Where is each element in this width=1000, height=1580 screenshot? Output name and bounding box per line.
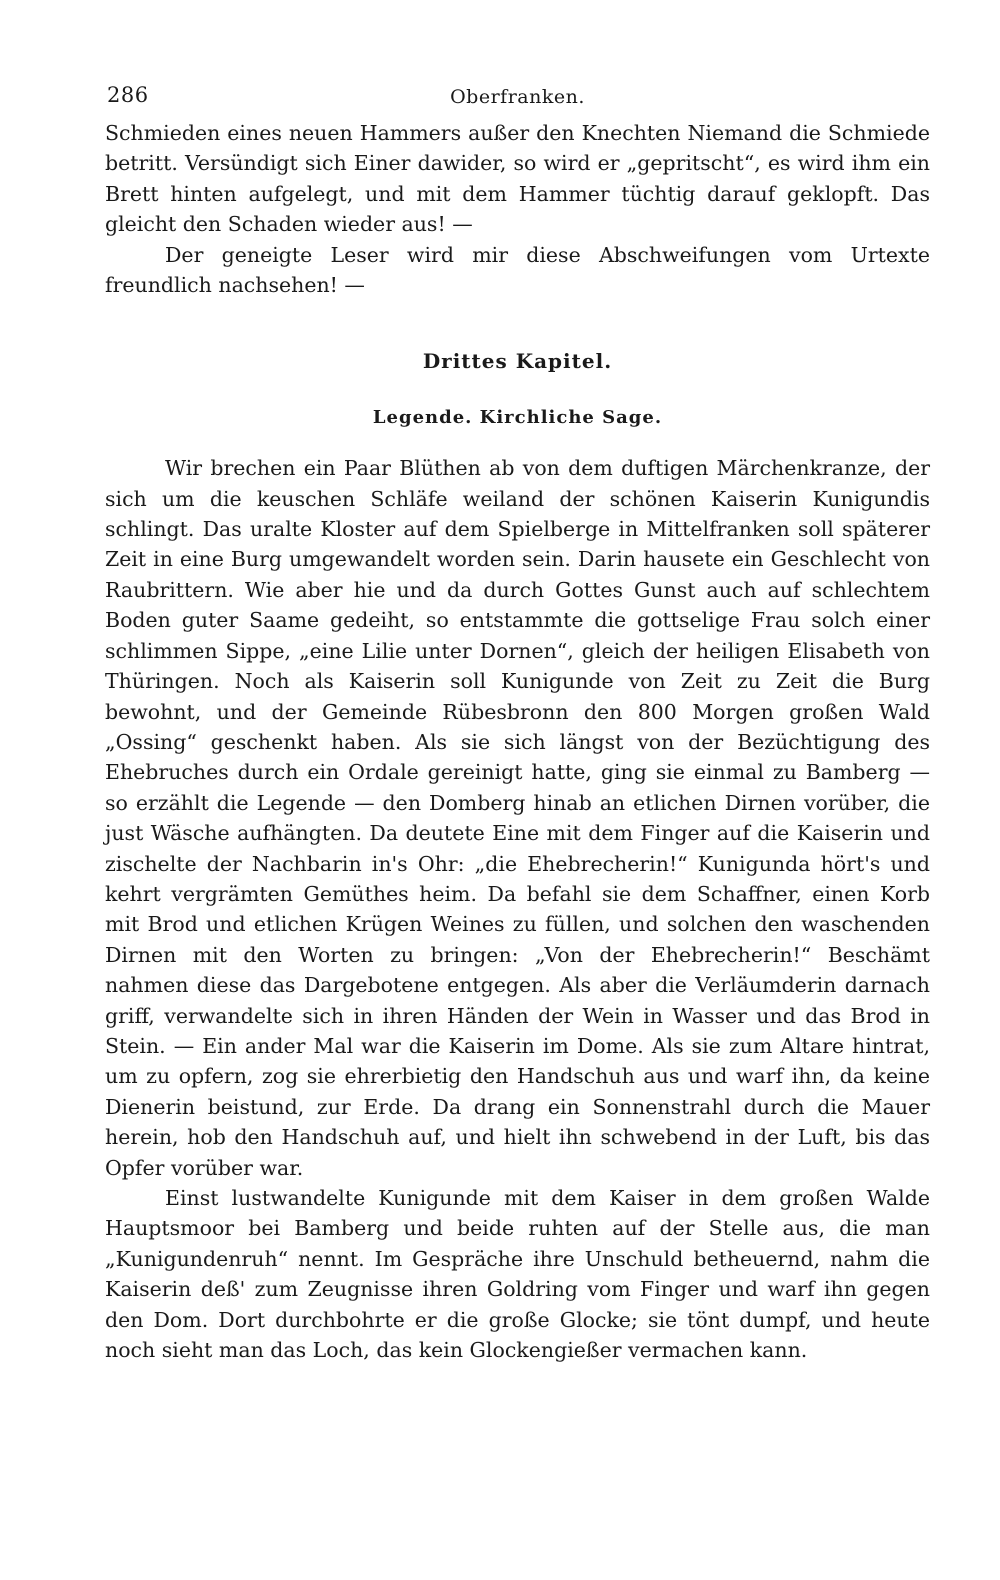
chapter-subtitle: Legende. Kirchliche Sage. [372,406,663,428]
paragraph: Wir brechen ein Paar Blüthen ab von dem duftigen Märchenkranze, der sich um die keuschen Schläfe weiland der schönen Kaiserin Kunigundis schlingt. Das uralte Kloster auf dem Spielberge in Mittelfranken soll späterer Zeit in eine Burg umgewandelt worden sein. Darin hausete ein Geschlecht von Raubrittern. Wie aber hie und da durch Gottes Gunst auch auf schlechtem Boden guter Saame gedeiht, so entstammte die gottselige Frau solch einer schlimmen Sippe, „eine Lilie unter Dornen“, gleich der heiligen Elisabeth von Thüringen. Noch als Kaiserin soll Kunigunde von Zeit zu Zeit die Burg bewohnt, und der Gemeinde Rübesbronn den 800 Morgen großen Wald „Ossing“ geschenkt haben. Als sie sich längst von der Bezüchtigung des Ehebruches durch ein Ordale gereinigt hatte, ging sie einmal zu Bamberg — so erzählt die Legende — den Domberg hinab an etlichen Dirnen vorüber, die just Wäsche aufhängten. Da deutete Eine mit dem Finger auf die Kaiserin und zischelte der Nachbarin in's Ohr: „die Ehebrecherin!“ Kunigunda hört's und kehrt vergrämten Gemüthes heim. Da befahl sie dem Schaffner, einen Korb mit Brod und etlichen Krügen Weines zu füllen, und solchen den waschenden Dirnen mit den Worten zu bringen: „Von der Ehebrecherin!“ Beschämt nahmen diese das Dargebotene entgegen. Als aber die Verläumderin darnach griff, verwandelte sich in ihren Händen der Wein in Wasser und das Brod in Stein. — Ein ander Mal war die Kaiserin im Dome. Als sie zum Altare hintrat, um zu opfern, zog sie ehrerbietig den Handschuh aus und warf ihn, da keine Dienerin beistund, zur Erde. Da drang ein Sonnenstrahl durch die Mauer herein, hob den Handschuh auf, und hielt ihn schwebend in der Luft, bis das Opfer vorüber war. [105,456,930,1180]
paragraph: Einst lustwandelte Kunigunde mit dem Kaiser in dem großen Walde Hauptsmoor bei Bamberg und beide ruhten auf der Stelle aus, die man „Kunigundenruh“ nennt. Im Gespräche ihre Unschuld betheuernd, nahm die Kaiserin deß' zum Zeugnisse ihren Goldring vom Finger und warf ihn gegen den Dom. Dort durchbohrte er die große Glocke; sie tönt dumpf, und heute noch sieht man das Loch, das kein Glockengießer vermachen kann. [105,1186,930,1363]
chapter-title: Drittes Kapitel. [422,349,613,374]
page-number: 286 [107,83,149,107]
running-title: Oberfranken. [450,86,585,108]
running-head [105,74,930,118]
paragraph: Schmieden eines neuen Hammers außer den Knechten Niemand die Schmiede betritt. Versündigt sich Einer dawider, so wird er „gepritscht“, es wird ihm ein Brett hinten aufgelegt, und mit dem Hammer tüchtig darauf geklopft. Das gleicht den Schaden wieder aus! — [105,121,930,237]
paragraph: Der geneigte Leser wird mir diese Abschweifungen vom Urtexte freundlich nachsehen! — [105,242,930,298]
